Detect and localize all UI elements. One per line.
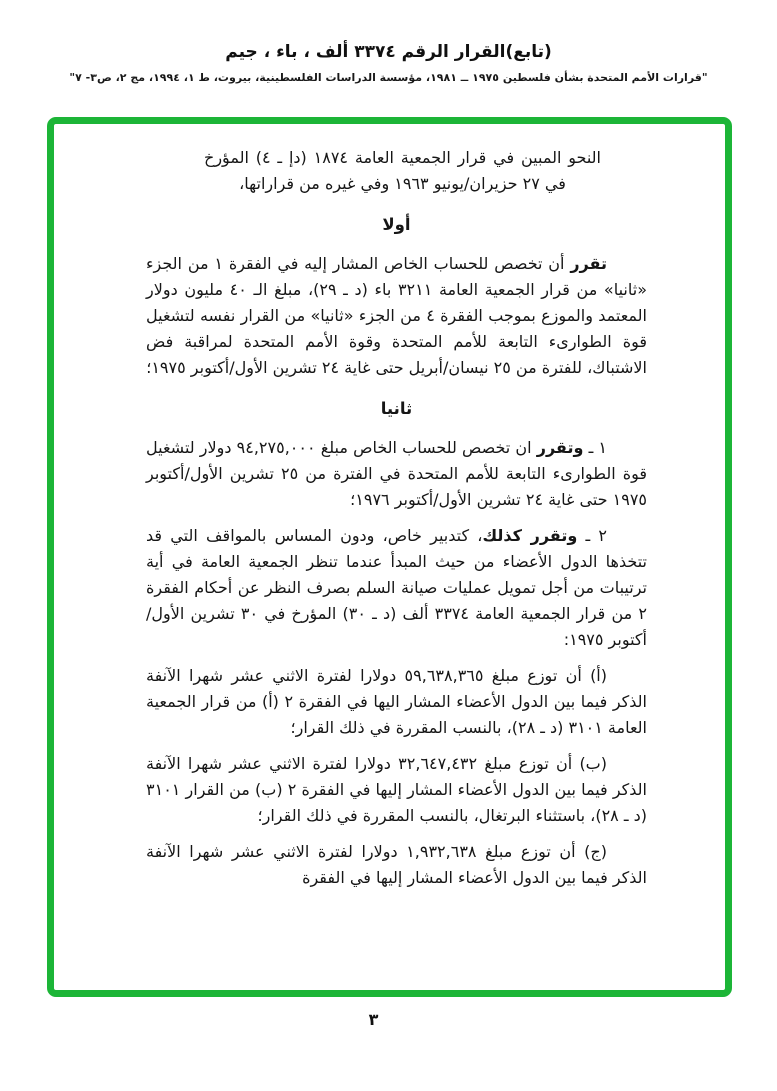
paragraph-sub-a: (أ) أن توزع مبلغ ٥٩,٦٣٨,٣٦٥ دولارا لفترة الاثني عشر شهرا الآنفة الذكر فيما بين الدول الأعضاء المشار اليها في الفقرة ٢ (أ) من قرار الجمعية العامة ٣١٠١ (د ـ ٢٨)، بالنسب المقررة في ذلك القرار؛ [146,666,647,737]
section-heading-second: ثانيا [380,399,413,418]
paragraph-item-2: ٢ ـ وتقرر كذلك، كتدبير خاص، ودون المساس بالمواقف التي قد تتخذها الدول الأعضاء من حيث المبدأ عندما تنظر الجمعية العامة في أية ترتيبات من أجل تمويل عمليات صيانة السلم بصرف النظر عن أحكام الفقرة ٢ من قرار الجمعية العامة ٣٣٧٤ ألف (د ـ ٣٠) المؤرخ في ٣٠ تشرين الأول/أكتوبر ١٩٧٥: [146,526,648,649]
paragraph-sub-b: (ب) أن توزع مبلغ ٣٢,٦٤٧,٤٣٢ دولارا لفترة الاثني عشر شهرا الآنفة الذكر فيما بين الدول الأعضاء المشار إليها في الفقرة ٢ (ب) من القرار ٣١٠١ (د ـ ٢٨)، باستثناء البرتغال، بالنسب المقررة في ذلك القرار؛ [146,754,647,825]
source-citation: "قرارات الأمم المتحدة بشأن فلسطين ١٩٧٥ ــ ١٩٨١، مؤسسة الدراسات الفلسطينية، بيروت، ط ١، ١٩٩٤، مج ٢، ص٣- ٧" [69,71,708,84]
paragraph-first-decision: تقرر أن تخصص للحساب الخاص المشار إليه في الفقرة ١ من الجزء «ثانيا» من قرار الجمعية العامة ٣٢١١ باء (د ـ ٢٩)، مبلغ الـ ٤٠ مليون دولار المعتمد والموزع بموجب الفقرة ٤ من الجزء «ثانيا» من القرار نفسه لتشغيل قوة الطوارىء التابعة للأمم المتحدة وقوة الأمم المتحدة لمراقبة فض الاشتباك، للفترة من ٢٥ نيسان/أبريل حتى غاية ٢٤ تشرين الأول/أكتوبر ١٩٧٥؛ [146,254,648,377]
intro-paragraph: النحو المبين في قرار الجمعية العامة ١٨٧٤ (دإ ـ ٤) المؤرخ في ٢٧ حزيران/يونيو ١٩٦٣ وفي غيره من قراراتها، [204,148,601,193]
paragraph-item-1: ١ ـ وتقرر ان تخصص للحساب الخاص مبلغ ٩٤,٢٧٥,٠٠٠ دولار لتشغيل قوة الطوارىء التابعة للأمم المتحدة في الفترة من ٢٥ تشرين الأول/أكتوبر ١٩٧٥ حتى غاية ٢٤ تشرين الأول/أكتوبر ١٩٧٦؛ [146,438,647,509]
section-heading-first: أولا [382,215,411,234]
page-number: ٣ [368,1010,379,1029]
paragraph-sub-c: (ج) أن توزع مبلغ ١,٩٣٢,٦٣٨ دولارا لفترة الاثني عشر شهرا الآنفة الذكر فيما بين الدول الأعضاء المشار إليها في الفقرة [146,842,647,887]
page-header [0,42,777,84]
document-body [54,124,725,990]
resolution-title: (تابع)القرار الرقم ٣٣٧٤ ألف ، باء ، جيم [225,42,552,62]
